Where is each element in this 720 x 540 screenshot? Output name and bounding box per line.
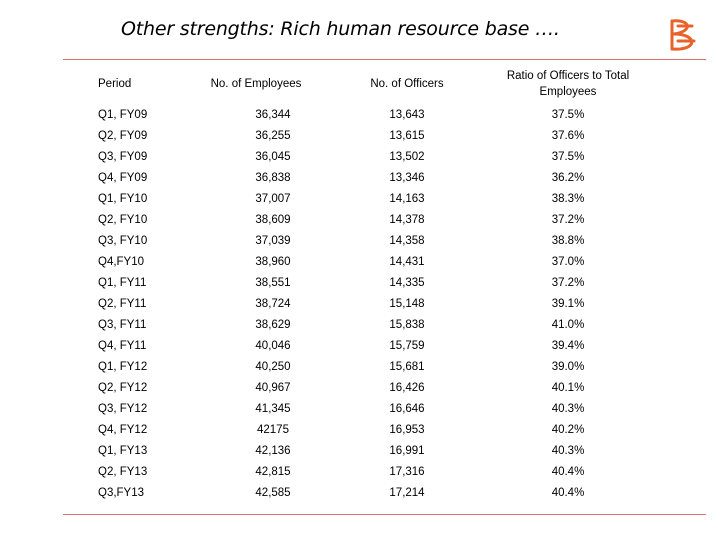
cell-officers: 15,148 <box>389 297 425 310</box>
table-row <box>98 419 638 440</box>
cell-employees: 40,250 <box>255 360 291 373</box>
cell-employees: 36,344 <box>255 108 291 121</box>
cell-employees: 38,609 <box>255 213 291 226</box>
cell-officers: 16,991 <box>389 444 425 457</box>
cell-ratio: 37.2% <box>551 213 585 226</box>
cell-period: Q4, FY09 <box>98 171 148 184</box>
table-row <box>98 398 638 419</box>
cell-period: Q4, FY11 <box>98 339 147 352</box>
table-row <box>98 167 638 188</box>
top-divider <box>63 59 706 60</box>
cell-ratio: 38.3% <box>551 192 585 205</box>
cell-period: Q3, FY10 <box>98 234 148 247</box>
cell-officers: 14,335 <box>389 276 425 289</box>
cell-period: Q2, FY10 <box>98 213 148 226</box>
cell-ratio: 40.2% <box>551 423 585 436</box>
table-row <box>98 293 638 314</box>
cell-ratio: 37.6% <box>551 129 585 142</box>
cell-officers: 16,646 <box>389 402 425 415</box>
table-row <box>98 146 638 167</box>
cell-employees: 36,255 <box>255 129 291 142</box>
cell-period: Q1, FY10 <box>98 192 148 205</box>
cell-ratio: 37.5% <box>551 150 585 163</box>
table-row <box>98 356 638 377</box>
cell-employees: 42175 <box>257 423 289 436</box>
table-row <box>98 461 638 482</box>
cell-officers: 16,953 <box>389 423 425 436</box>
cell-period: Q2, FY13 <box>98 465 148 478</box>
table-row <box>98 377 638 398</box>
cell-ratio: 37.2% <box>551 276 585 289</box>
table-header-row <box>98 64 638 104</box>
cell-officers: 13,615 <box>389 129 425 142</box>
cell-period: Q1, FY12 <box>98 360 148 373</box>
bank-of-baroda-logo-icon <box>664 17 704 53</box>
cell-employees: 38,960 <box>255 255 291 268</box>
table-row <box>98 482 638 503</box>
cell-period: Q4, FY12 <box>98 423 148 436</box>
cell-officers: 14,431 <box>389 255 425 268</box>
table-row <box>98 335 638 356</box>
table-row <box>98 440 638 461</box>
cell-employees: 41,345 <box>255 402 291 415</box>
bottom-divider <box>63 514 706 515</box>
cell-ratio: 37.0% <box>551 255 585 268</box>
cell-period: Q4,FY10 <box>98 255 145 268</box>
cell-period: Q3, FY12 <box>98 402 148 415</box>
table-row <box>98 272 638 293</box>
cell-period: Q2, FY12 <box>98 381 148 394</box>
cell-ratio: 39.4% <box>551 339 585 352</box>
cell-ratio: 40.4% <box>551 465 585 478</box>
cell-officers: 17,316 <box>389 465 425 478</box>
cell-period: Q1, FY09 <box>98 108 148 121</box>
table-row <box>98 104 638 125</box>
cell-period: Q1, FY11 <box>98 276 147 289</box>
cell-officers: 15,681 <box>389 360 425 373</box>
slide-title: Other strengths: Rich human resource base …. <box>121 18 560 40</box>
cell-period: Q2, FY09 <box>98 129 148 142</box>
header-employees: No. of Employees <box>210 78 302 90</box>
table-row <box>98 251 638 272</box>
cell-employees: 36,838 <box>255 171 291 184</box>
cell-ratio: 36.2% <box>551 171 585 184</box>
cell-employees: 38,551 <box>255 276 291 289</box>
table-row <box>98 188 638 209</box>
table-row <box>98 314 638 335</box>
table-row <box>98 209 638 230</box>
cell-ratio: 40.4% <box>551 486 585 499</box>
cell-employees: 38,724 <box>255 297 291 310</box>
table-row <box>98 230 638 251</box>
cell-officers: 13,346 <box>389 171 425 184</box>
cell-employees: 42,585 <box>255 486 291 499</box>
cell-officers: 15,759 <box>389 339 425 352</box>
cell-period: Q3,FY13 <box>98 486 145 499</box>
cell-employees: 38,629 <box>255 318 291 331</box>
cell-ratio: 37.5% <box>551 108 585 121</box>
employees-table <box>98 64 638 503</box>
cell-employees: 40,967 <box>255 381 291 394</box>
cell-period: Q3, FY11 <box>98 318 147 331</box>
header-period: Period <box>98 78 132 90</box>
cell-period: Q2, FY11 <box>98 297 147 310</box>
cell-employees: 36,045 <box>255 150 291 163</box>
cell-officers: 13,643 <box>389 108 425 121</box>
cell-officers: 16,426 <box>389 381 425 394</box>
cell-officers: 14,378 <box>389 213 425 226</box>
cell-officers: 14,358 <box>389 234 425 247</box>
cell-ratio: 40.1% <box>551 381 585 394</box>
cell-officers: 14,163 <box>389 192 425 205</box>
cell-officers: 13,502 <box>389 150 425 163</box>
cell-employees: 42,136 <box>255 444 291 457</box>
cell-employees: 37,039 <box>255 234 291 247</box>
cell-employees: 42,815 <box>255 465 291 478</box>
cell-ratio: 39.1% <box>551 297 585 310</box>
cell-employees: 40,046 <box>255 339 291 352</box>
header-ratio: Ratio of Officers to Total Employees <box>506 70 630 98</box>
cell-ratio: 41.0% <box>551 318 585 331</box>
cell-period: Q1, FY13 <box>98 444 148 457</box>
cell-employees: 37,007 <box>255 192 291 205</box>
cell-officers: 15,838 <box>389 318 425 331</box>
header-officers: No. of Officers <box>370 78 444 90</box>
cell-ratio: 40.3% <box>551 444 585 457</box>
cell-ratio: 40.3% <box>551 402 585 415</box>
cell-officers: 17,214 <box>389 486 425 499</box>
cell-ratio: 38.8% <box>551 234 585 247</box>
cell-period: Q3, FY09 <box>98 150 148 163</box>
cell-ratio: 39.0% <box>551 360 585 373</box>
table-row <box>98 125 638 146</box>
